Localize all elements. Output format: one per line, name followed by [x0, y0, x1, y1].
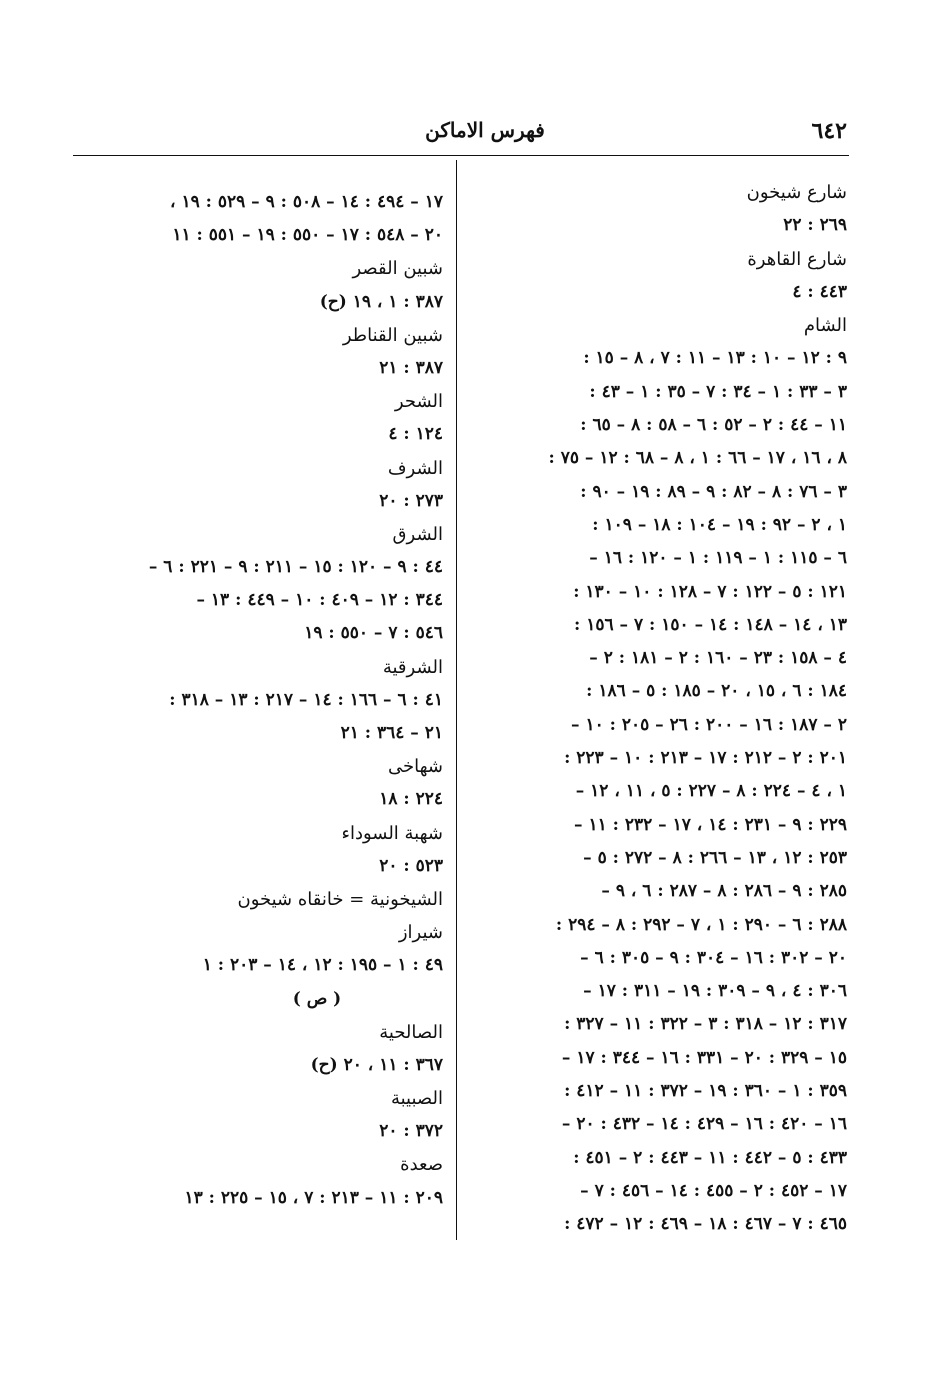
- index-entry-references: ٢٧٣ : ٢٠: [379, 490, 443, 511]
- index-entry-references: ٣١٧ : ١٢ – ٣١٨ : ٣ – ٣٢٢ : ١١ – ٣٢٧ :: [564, 1014, 847, 1035]
- index-entry-references: ٣ – ٧٦ : ٨ – ٨٢ : ٩ – ٨٩ : ١٩ – ٩٠ :: [580, 481, 847, 502]
- index-entry-references: ٢٠١ : ٢ – ٢١٢ : ١٧ – ٢١٣ : ١٠ – ٢٢٣ :: [564, 748, 847, 769]
- index-entry-title: شارع شيخون: [746, 182, 847, 203]
- index-entry-references: ٢ – ١٨٧ : ١٦ – ٢٠٠ : ٢٦ – ٢٠٥ : ١٠ –: [571, 714, 847, 735]
- index-entry-references: ١٨٤ : ٦ ، ١٥ ، ٢٠ – ١٨٥ : ٥ – ١٨٦ :: [586, 681, 847, 702]
- index-entry-references: ٢٢٩ : ٩ – ٢٣١ : ١٤ ، ١٧ – ٢٣٢ : ١١ –: [574, 814, 847, 835]
- page-number: ٦٤٢: [811, 118, 847, 144]
- index-entry-title: الشام: [803, 315, 847, 337]
- index-entry-references: ٣٠٦ : ٤ ، ٩ – ٣٠٩ : ١٩ – ٣١١ : ١٧ –: [583, 981, 847, 1002]
- index-entry-references: ٢٦٩ : ٢٢: [783, 215, 847, 236]
- index-entry-references: ٢٨٨ : ٦ – ٢٩٠ : ١ ، ٧ – ٢٩٢ : ٨ – ٢٩٤ :: [555, 914, 847, 935]
- index-entry-references: ١٦ – ٤٢٠ : ١٦ – ٤٢٩ : ١٤ – ٤٣٢ : ٢٠ –: [561, 1114, 847, 1135]
- index-entry-title: صعدة: [400, 1154, 443, 1176]
- index-entry-references: ٥٤٦ : ٧ – ٥٥٠ : ١٩: [304, 623, 443, 644]
- index-entry-references: ٢١ – ٣٦٤ : ٢١: [340, 723, 443, 743]
- section-letter-heading: ( ص ): [292, 988, 342, 1009]
- index-entry-references: ٥٢٣ : ٢٠: [379, 855, 443, 876]
- index-entry-references: ٤٩ : ١ – ١٩٥ : ١٢ ، ١٤ – ٢٠٣ : ١: [202, 955, 443, 976]
- index-entry-references: ٤٤ : ٩ – ١٢٠ : ١٥ – ٢١١ : ٩ – ٢٢١ : ٦ –: [148, 557, 443, 578]
- index-entry-references: ٤١ : ٦ – ١٦٦ : ١٤ – ٢١٧ : ١٣ – ٣١٨ :: [169, 689, 443, 710]
- index-entry-title: شبين القناطر: [342, 324, 443, 346]
- index-entry-title: الشيخونية = خانقاه شيخون: [237, 888, 443, 910]
- index-entry-title: الشرق: [392, 523, 443, 545]
- running-head-title: فهرس الاماكن: [425, 118, 545, 142]
- index-entry-title: شيراز: [398, 922, 443, 944]
- index-entry-references: ٩ : ١٢ – ١٠ : ١٣ – ١١ : ٧ ، ٨ – ١٥ :: [583, 348, 847, 369]
- index-entry-references: ٣٨٧ : ١ ، ١٩ (ح): [319, 291, 443, 312]
- index-entry-title: شبين القصر: [352, 258, 443, 280]
- index-entry-references: ٢٠٩ : ١١ – ٢١٣ : ٧ ، ١٥ – ٢٢٥ : ١٣: [184, 1187, 443, 1208]
- index-entry-references: ٦ – ١١٥ : ١ – ١١٩ : ١ – ١٢٠ : ١٦ –: [589, 548, 847, 569]
- index-entry-references: ٢٨٥ : ٩ – ٢٨٦ : ٨ – ٢٨٧ : ٦ ، ٩ –: [601, 881, 847, 902]
- index-entry-title: الشحر: [394, 391, 443, 413]
- index-entry-title: الشرف: [387, 457, 443, 479]
- column-divider: [456, 160, 457, 1240]
- index-entry-title: الصالحية: [379, 1021, 443, 1043]
- index-entry-references: ٤٤٣ : ٤: [792, 281, 847, 302]
- index-entry-references: ٨ ، ١٦ ، ١٧ – ٦٦ : ١ ، ٨ – ٦٨ : ١٢ – ٧٥ :: [548, 448, 847, 469]
- header-rule: [73, 155, 849, 156]
- index-entry-references: ٤ – ١٥٨ : ٢٣ – ١٦٠ : ٢ – ١٨١ : ٢ –: [589, 648, 847, 669]
- index-entry-references: ١ ، ٤ – ٢٢٤ : ٨ – ٢٢٧ : ٥ ، ١١ ، ١٢ –: [575, 781, 847, 802]
- index-entry-references: ٣٥٩ : ١ – ٣٦٠ : ١٩ – ٣٧٢ : ١١ – ٤١٢ :: [564, 1081, 847, 1102]
- index-entry-references: ١١ – ٤٤ : ٢ – ٥٢ : ٦ – ٥٨ : ٨ – ٦٥ :: [580, 415, 847, 436]
- index-entry-references: ٣٧٢ : ٢٠: [379, 1121, 443, 1142]
- index-entry-references: ٢٠ – ٥٤٨ : ١٧ – ٥٥٠ : ١٩ – ٥٥١ : ١١: [172, 225, 443, 246]
- index-entry-title: شهبة السوداء: [341, 822, 443, 844]
- index-entry-references: ١٥ – ٣٢٩ : ٢٠ – ٣٣١ : ١٦ – ٣٤٤ : ١٧ –: [561, 1047, 847, 1068]
- index-entry-references: ١٢١ : ٥ – ١٢٢ : ٧ – ١٢٨ : ١٠ – ١٣٠ :: [573, 581, 847, 602]
- left-column: [71, 186, 443, 1215]
- index-entry-references: ١٢٤ : ٤: [388, 424, 443, 445]
- index-entry-references: ١ ، ٢ – ٩٢ : ١٩ – ١٠٤ : ١٨ – ١٠٩ :: [592, 514, 847, 535]
- index-entry-references: ١٣ ، ١٤ – ١٤٨ : ١٤ – ١٥٠ : ٧ – ١٥٦ :: [574, 614, 847, 635]
- index-entry-references: ٤٦٥ : ٧ – ٤٦٧ : ١٨ – ٤٦٩ : ١٢ – ٤٧٢ :: [564, 1214, 847, 1235]
- index-entry-references: ٤٣٣ : ٥ – ٤٤٢ : ١١ – ٤٤٣ : ٢ – ٤٥١ :: [573, 1147, 847, 1168]
- index-entry-references: ٢٠ – ٣٠٢ : ١٦ – ٣٠٤ : ٩ – ٣٠٥ : ٦ –: [580, 947, 847, 968]
- index-entry-references: ٣٨٧ : ٢١: [379, 357, 443, 378]
- index-entry-references: ٣٤٤ : ١٢ – ٤٠٩ : ١٠ – ٤٤٩ : ١٣ –: [196, 590, 443, 611]
- index-entry-title: شهاخى: [388, 756, 443, 778]
- index-entry-title: شارع القاهرة: [747, 248, 847, 270]
- index-entry-references: ٢٢٤ : ١٨: [379, 789, 443, 810]
- index-entry-references: ٣٦٧ : ١١ ، ٢٠ (ح): [310, 1054, 443, 1075]
- index-entry-references: ١٧ – ٤٥٢ : ٢ – ٤٥٥ : ١٤ – ٤٥٦ : ٧ –: [580, 1180, 847, 1201]
- index-entry-title: الشرقية: [382, 656, 443, 678]
- right-column: [481, 176, 847, 1242]
- index-entry-references: ٣ – ٣٣ : ١ – ٣٤ : ٧ – ٣٥ : ١ – ٤٣ :: [589, 381, 847, 402]
- index-entry-references: ٢٥٣ : ١٢ ، ١٣ – ٢٦٦ : ٨ – ٢٧٢ : ٥ –: [583, 847, 847, 868]
- index-entry-references: ١٧ – ٤٩٤ : ١٤ – ٥٠٨ : ٩ – ٥٢٩ : ١٩ ،: [170, 192, 443, 212]
- index-entry-title: الصبيبة: [390, 1088, 443, 1110]
